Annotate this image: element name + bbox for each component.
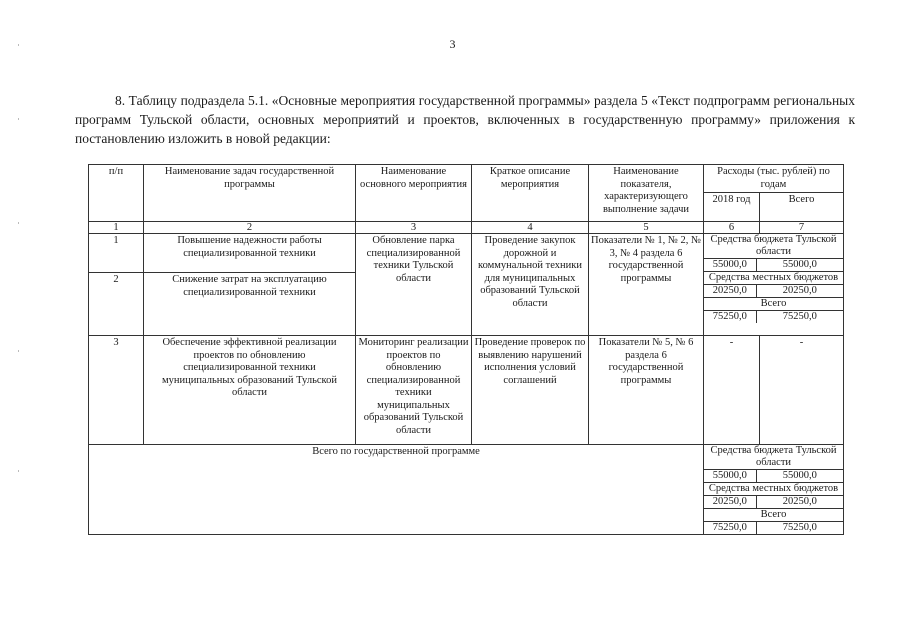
program-total-finance-block	[704, 445, 844, 535]
indicators-cell: Показатели № 1, № 2, № 3, № 4 раздела 6 государственной программы	[589, 234, 704, 336]
col-index: 4	[472, 222, 589, 234]
finance-label: Средства бюджета Тульской области	[710, 445, 837, 468]
finance-label: Всего	[760, 298, 787, 309]
row-number: 3	[89, 336, 144, 445]
header-num: п/п	[89, 165, 144, 222]
total-row	[89, 445, 844, 535]
row-task: Обеспечение эффективной реализации проектов по обновлению специализированной техники муниципальных образований Тульской области	[144, 336, 356, 445]
finance-year-value: 75250,0	[704, 522, 756, 535]
scan-speck	[18, 470, 19, 472]
finance-label: Средства бюджета Тульской области	[710, 234, 837, 257]
finance-subtable	[704, 445, 843, 534]
indicators-cell: Показатели № 5, № 6 раздела 6 государственной программы	[589, 336, 704, 445]
header-year: 2018 год	[704, 193, 760, 222]
header-measure: Наименование основного мероприятия	[356, 165, 472, 222]
finance-year-value: 20250,0	[704, 285, 756, 298]
header-expenses: Расходы (тыс. рублей) по годам	[704, 165, 844, 193]
finance-label: Средства местных бюджетов	[708, 272, 839, 283]
header-tasks: Наименование задач государственной программы	[144, 165, 356, 222]
year-value-cell: -	[704, 336, 760, 445]
finance-year-value: 55000,0	[704, 259, 756, 272]
finance-total-value: 20250,0	[756, 285, 843, 298]
program-activities-table	[88, 164, 844, 535]
column-index-row	[89, 222, 844, 234]
finance-total-value: 55000,0	[756, 259, 843, 272]
col-index: 2	[144, 222, 356, 234]
row-number: 1	[89, 234, 144, 273]
header-indicators: Наименование показателя, характеризующего выполнение задачи	[589, 165, 704, 222]
header-total: Всего	[760, 193, 844, 222]
description-cell: Проведение закупок дорожной и коммунальной техники для муниципальных образований Тульской области	[472, 234, 589, 336]
header-row	[89, 165, 844, 193]
col-index: 6	[704, 222, 760, 234]
scan-speck	[18, 350, 19, 352]
amendment-paragraph: 8. Таблицу подраздела 5.1. «Основные мероприятия государственной программы» раздела 5 «Текст подпрограмм региональных программ Тульской области, основных мероприятий и проектов, включенных в государственную программу» приложения к постановлению изложить в новой редакции:	[75, 93, 855, 146]
finance-total-value: 20250,0	[756, 496, 843, 509]
finance-year-value: 20250,0	[704, 496, 756, 509]
finance-total-value: 55000,0	[756, 470, 843, 483]
finance-year-value: 55000,0	[704, 470, 756, 483]
description-cell: Проведение проверок по выявлению нарушений исполнения условий соглашений	[472, 336, 589, 445]
col-index: 3	[356, 222, 472, 234]
finance-subtable	[704, 234, 843, 323]
finance-block	[704, 234, 844, 336]
scan-speck	[18, 44, 19, 46]
measure-cell: Обновление парка специализированной техники Тульской области	[356, 234, 472, 336]
row-task: Повышение надежности работы специализированной техники	[144, 234, 356, 273]
col-index: 5	[589, 222, 704, 234]
total-value-cell: -	[760, 336, 844, 445]
page-number: 3	[449, 37, 456, 51]
scan-speck	[18, 118, 19, 120]
row-task: Снижение затрат на эксплуатацию специализированной техники	[144, 273, 356, 336]
finance-label: Средства местных бюджетов	[708, 483, 839, 494]
scan-speck	[18, 222, 19, 224]
table-row	[89, 336, 844, 445]
col-index: 7	[760, 222, 844, 234]
row-number: 2	[89, 273, 144, 336]
col-index: 1	[89, 222, 144, 234]
header-description: Краткое описание мероприятия	[472, 165, 589, 222]
finance-total-value: 75250,0	[756, 311, 843, 324]
program-total-label: Всего по государственной программе	[89, 445, 704, 535]
measure-cell: Мониторинг реализации проектов по обновлению специализированной техники муниципальных образований Тульской области	[356, 336, 472, 445]
finance-label: Всего	[760, 509, 787, 520]
table-row	[89, 234, 844, 273]
finance-year-value: 75250,0	[704, 311, 756, 324]
finance-total-value: 75250,0	[756, 522, 843, 535]
